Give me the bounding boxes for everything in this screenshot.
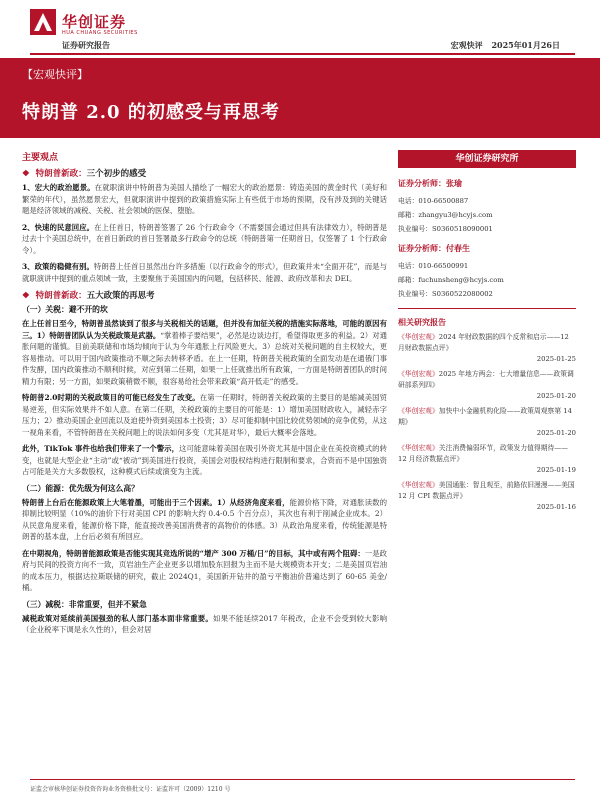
related-report-date: 2025-01-20 [536, 429, 576, 437]
paragraph-4 [22, 318, 387, 387]
related-report-series: 《华创宏观》 [398, 444, 439, 452]
related-report-series: 《华创宏观》 [398, 370, 439, 378]
report-category-tag: 【宏观快评】 [22, 68, 88, 81]
diamond-bullet-icon: ❖ [22, 169, 30, 179]
email-label: 邮箱： [398, 276, 419, 284]
paragraph-7 [22, 497, 387, 543]
paragraph-lead: 减税政策对延续前美国强劲的私人部门基本面非常重要。 [22, 613, 214, 623]
analyst-card-2 [398, 243, 576, 298]
paragraph-body: 如果不能延续2017 年税改，企业不会受到较大影响（企业税率下调是永久性的），但会对居 [22, 613, 387, 634]
institute-title: 华创证券研究所 [398, 150, 576, 168]
paragraph-9 [22, 613, 387, 636]
paragraph-body: 在第一任期时，特朗普关税政策的主要目的是缩减美国贸易逆差，但实际效果并不如人意。在第二任期，关税政策的主要目的可能是：1）增加美国财政收入，减轻赤字压力；2）推动美国企业回流以及迫使外资到美国本土投资；3）尽可能抑制中国比较优势领域的竞争优势，从这一视角来看，不管特朗普在关税问题上的说法如何多变（尤其是对华），最后大概率会落地。 [22, 393, 387, 437]
paragraph-lead: 在上任首日至今，特朗普虽然谈到了很多与关税相关的话题，但并没有加征关税的措施实际落地，可能的原因有三。1）特朗普团队认为关税政策是武器。 [22, 319, 387, 340]
report-type-label: 证券研究报告 [62, 40, 110, 50]
logo-english-name: HUA CHUANG SECURITIES [62, 30, 138, 36]
report-header [0, 0, 600, 58]
email-label: 邮箱： [398, 211, 419, 219]
bullet-text: 五大政策的再思考 [86, 291, 155, 301]
company-logo [30, 9, 150, 39]
related-report-date: 2025-01-16 [536, 503, 576, 511]
bullet-prefix: 特朗普新政： [35, 291, 87, 301]
subheading-energy: （二）能源：优先级为何这么高？ [22, 483, 139, 493]
related-report-item[interactable] [398, 332, 576, 363]
paragraph-lead: 2、快速的民意回应。 [22, 222, 95, 232]
phone-value: 010-66500887 [418, 197, 469, 205]
report-title: 特朗普 2.0 的初感受与再思考 [22, 102, 280, 123]
footer-disclaimer: 证监会审核华创证券投资咨询业务资格批文号：证监许可（2009）1210 号 [30, 786, 231, 793]
paragraph-body: 在上任首日，特朗普签署了 26 个行政命令（不需要国会通过但具有法律效力），特朗普是过去十个美国总统中，在首日新政的首日签署最多行政命令的总统（特朗普第一任期首日，仅签署了 1 个行政命令）。 [22, 222, 387, 255]
sidebar [398, 150, 576, 517]
analyst-license [398, 223, 576, 233]
license-label: 执业编号： [398, 290, 432, 298]
paragraph-6 [22, 443, 387, 478]
paragraph-5 [22, 392, 387, 438]
analyst-name: 证券分析师：张瑜 [398, 178, 462, 188]
related-report-item[interactable] [398, 369, 576, 400]
footer-divider [30, 779, 575, 780]
related-report-date: 2025-01-25 [536, 355, 576, 363]
subheading-tax-cuts: （三）减税：非常重要，但并不紧急 [22, 599, 147, 609]
header-divider [30, 53, 575, 55]
analyst-license [398, 288, 576, 298]
paragraph-1 [22, 182, 387, 217]
logo-mark-icon [30, 9, 56, 35]
phone-label: 电话： [398, 197, 419, 205]
related-report-text: 2024 年财政数据的四个反常和启示——12 月财政数据点评》 [398, 333, 569, 352]
analyst-email [398, 274, 576, 284]
paragraph-lead: 3、政策的稳健有别。 [22, 262, 94, 271]
license-value: S0360522080002 [431, 290, 493, 298]
paragraph-body: “掌着棒子要结果”，必然是边谈边打，希望得取更多的利益。2）对通胀问题的谨慎。目前美联储和市场均倾向于认为今年通胀上行风险更大。3）总统对关税问题的自主权较大，更容易推动。可以用于国内政策推动不顺之际去转移矛盾。在上一任期，特朗普关税政策的全面发动是在通俄门事件发酵，国内政策推动不顺利时候，对应到第二任期，如果一上任就推出所有政策，一方面是特朗普团队的时间精力有限；另一方面，如果政策稍微不顺，很容易给社会带来政策“高开低走”的感受。 [22, 330, 387, 386]
related-report-title[interactable] [398, 406, 576, 427]
sidebar-divider [398, 308, 576, 309]
related-report-text: 2025 年地方两会：七大增量信息——政策调研部系列四》 [398, 370, 574, 389]
main-content [22, 150, 387, 641]
analyst-phone [398, 195, 576, 205]
license-value: S0360518090001 [431, 225, 493, 233]
bullet-text: 三个初步的感受 [86, 169, 147, 179]
paragraph-body: 这可能意味着美国在吸引外资尤其是中国企业在美投资模式的转变，也就是大型企业“主动”或“被动”到美国进行投资，美国会对股权结构进行限制和要求，合资而不是中国独资占可能是关方大多数股权，这种模式后续或演变为主流。 [22, 444, 387, 476]
phone-value: 010-66500991 [418, 262, 469, 270]
related-reports-heading: 相关研究报告 [398, 317, 446, 327]
paragraph-body: 在就职演讲中特朗普为美国人描绘了一幅宏大的政治愿景：铸造美国的黄金时代（美好和繁荣的年代），虽然愿景宏大，但就职演讲中提到的政策措施实际上有些低于市场的预期，没有涉及到的关键话题是经济领域的减税、关税、社会领域的医保、堕胎。 [22, 183, 387, 215]
paragraph-body: 能源价格下降，对通胀读数的抑制比较明显（10%的油价下行对美国 CPI 的影响大约 0.4-0.5 个百分点），其次也有利于削减企业成本。2）从民意角度来看，能源价格下降，能直接改善美国消费者的高物价的体感。3）从政治角度来看，传统能源是特朗普的基本盘，上台后必须有所回应。 [22, 497, 387, 541]
related-report-series: 《华创宏观》 [398, 333, 439, 341]
paragraph-body: 特朗普上任首日虽然出台许多措施（以行政命令的形式），但政策并未“全面开花”，而是与就职演讲中提到的重点领域一致，主要聚焦于美国国内的问题，包括移民、能源、政府改革和去 DEI。 [22, 262, 387, 283]
paragraph-lead: 特朗普2.0时期的关税政策目的可能已经发生了改变。 [22, 393, 200, 402]
paragraph-lead: 此外，TikTok 事件也给我们带来了一个警示， [22, 444, 180, 453]
related-report-date: 2025-01-20 [536, 392, 576, 400]
logo-chinese-name: 华创证券 [62, 13, 127, 31]
related-report-series: 《华创宏观》 [398, 407, 439, 415]
paragraph-lead: 在中期视角，特朗普能源政策是否能实现其竞选所说的“增产 300 万桶/日”的目标，其中或有两个阻碍： [22, 548, 365, 558]
analyst-phone [398, 260, 576, 270]
license-label: 执业编号： [398, 225, 432, 233]
related-report-title[interactable] [398, 443, 576, 464]
paragraph-lead: 特朗普上台后在能源政策上大笔着墨，可能出于三个因素。1）从经济角度来看， [22, 497, 290, 507]
related-report-title[interactable] [398, 480, 576, 501]
bullet-heading-1 [22, 167, 387, 179]
paragraph-8 [22, 548, 387, 594]
paragraph-2 [22, 222, 387, 257]
subheading-tariffs: （一）关税：避不开的坎 [22, 305, 108, 314]
analyst-name: 证券分析师：付春生 [398, 243, 470, 253]
bullet-heading-2 [22, 289, 387, 301]
email-value[interactable]: fuchunsheng@hcyjs.com [418, 276, 504, 284]
analyst-email [398, 209, 576, 219]
related-report-item[interactable] [398, 480, 576, 511]
related-report-title[interactable] [398, 332, 576, 353]
report-series: 宏观快评 [450, 40, 483, 50]
related-report-text: 加快中小金融机构化险——政策周观察第 14 期》 [398, 407, 572, 426]
related-report-title[interactable] [398, 369, 576, 390]
related-report-date: 2025-01-19 [536, 466, 576, 474]
related-report-text: 美国通胀：智且观至，前路依旧漫漫——美国 12 月 CPI 数据点评》 [398, 481, 575, 500]
paragraph-lead: 1、宏大的政治愿景。 [22, 183, 95, 192]
related-report-item[interactable] [398, 406, 576, 437]
related-report-item[interactable] [398, 443, 576, 474]
phone-label: 电话： [398, 262, 419, 270]
diamond-bullet-icon: ❖ [22, 291, 30, 301]
paragraph-3 [22, 261, 387, 284]
section-heading-main-points: 主要观点 [22, 153, 59, 163]
analyst-card-1 [398, 178, 576, 233]
email-value[interactable]: zhangyu3@hcyjs.com [418, 211, 493, 219]
header-meta [445, 40, 560, 51]
title-banner [0, 58, 600, 138]
bullet-prefix: 特朗普新政： [35, 169, 87, 179]
paragraph-body: 一是政府与民间的投资方向不一致，页岩油生产企业更多以增加股东回报为主而不是大规模资本开支；二是美国页岩油的成本压力，根据达拉斯联储的研究，截止 2024Q1，美国新开钻井的盈亏平衡油价普遍达到了 60-65 美金/桶。 [22, 548, 387, 592]
related-report-series: 《华创宏观》 [398, 481, 439, 489]
related-report-text: 关注消费偏弱环节，政策发力值得期待——12 月经济数据点评》 [398, 444, 568, 463]
report-date: 2025年01月26日 [491, 40, 560, 50]
